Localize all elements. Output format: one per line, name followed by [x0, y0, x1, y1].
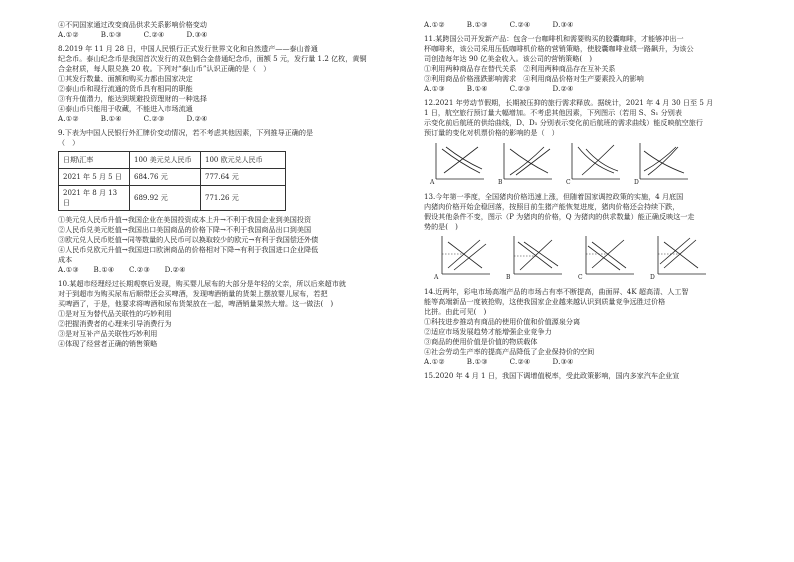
table-header-cell: 100 欧元兑人民币	[201, 152, 286, 169]
table-header-cell: 日期\汇率	[59, 152, 130, 169]
q13-stem-4: 势的是( )	[424, 222, 458, 231]
q7-option-4: ④不同国家通过改变商品供求关系影响价格变动	[58, 20, 207, 29]
q14-choices: A.①② B.①③ C.②④ D.③④	[424, 357, 574, 366]
q8-stem-3: 合金材质，每人限兑换 20 枚。下列对“泰山币”认识正确的是（ ）	[58, 64, 271, 73]
table-header-row	[59, 152, 286, 169]
q9-option-4-cont: 成本	[58, 255, 73, 264]
q13-stem-1: 13.今年第一季度，全国猪肉价格迅速上涨，但随着国家调控政策的实施，4 月底国	[424, 192, 684, 201]
q8-stem-1: 8.2019 年 11 月 28 日，中国人民银行正式发行世界文化和自然遗产——泰山普通	[58, 44, 318, 53]
q13-charts	[434, 234, 742, 284]
q9-option-1: ①美元兑人民币升值→我国企业在美国投资成本上升→不利于我国企业到美国投资	[58, 215, 312, 224]
q8-choices: A.①② B.①④ C.②③ D.②④	[58, 114, 208, 123]
chart-label: D	[650, 274, 655, 281]
q12-stem-4: 预订量的变化对机票价格的影响的是（ ）	[424, 128, 559, 137]
q9-option-2: ②人民币兑美元贬值→我国出口美国商品的价格下降→不利于我国商品出口到美国	[58, 225, 312, 234]
q10-stem-3: 买啤酒了，于是，他要求将啤酒和尿布货架放在一起，啤酒销量果然大增。这一做法( )	[58, 299, 334, 308]
q12-chart-c	[566, 141, 622, 187]
chart-label: C	[578, 274, 583, 281]
q14-option-2: ②适应市场发展趋势才能增强企业竞争力	[424, 327, 552, 336]
q12-stem-3: 示变化前后航班的供给曲线，D、D₁ 分别表示变化前后航班的需求曲线）能反映航空旅行	[424, 118, 703, 127]
q11-stem-3: 司创造每年达 90 亿美金收入。该公司的营销策略( )	[424, 54, 593, 63]
q13-stem-2: 内猪肉价格开始企稳回落，按照目前生猪产能恢复进度，猪肉价格还会持续下跌，	[424, 202, 680, 211]
q13-chart-b	[506, 234, 564, 282]
chart-label: C	[566, 179, 571, 186]
q12-stem-1: 12.2021 年劳动节假期，长期被压抑的旅行需求释放。据统计，2021 年 4 月 30 日至 5 月	[424, 98, 714, 107]
q12-chart-d	[634, 141, 690, 187]
q14-option-4: ④社会劳动生产率的提高产品降低了企业保持价的空间	[424, 347, 595, 356]
q10-option-3: ③是对互补产品关联性巧妙利用	[58, 329, 158, 338]
supply-demand-graph	[634, 141, 690, 187]
q10-choices: A.①② B.①③ C.②④ D.③④	[424, 20, 574, 29]
q14-stem-2: 能等高端新品一度被抢购，这使我国家企业越来越认识到质量竞争远胜过价格	[424, 297, 666, 306]
chart-label: B	[506, 274, 511, 281]
exchange-rate-table	[58, 151, 286, 211]
q11-options-12: ①利用两种商品存在替代关系 ②利用两种商品存在互补关系	[424, 64, 616, 73]
q9-option-3: ③欧元兑人民币贬值→同等数量的人民币可以换取较少的欧元→有利于我国偿还外债	[58, 235, 319, 244]
chart-label: D	[634, 179, 639, 186]
q8-option-4: ④泰山币只能用于收藏，不能进入市场流通	[58, 104, 193, 113]
q11-stem-2: 杯咖啡来，该公司采用压低咖啡机价格的营销策略，使胶囊咖啡业绩一路飙升，为该公	[424, 44, 694, 53]
q13-stem-3: 假设其他条件不变，图示（P 为猪肉的价格，Q 为猪肉的供求数量）能正确反映这一走	[424, 212, 695, 221]
q8-option-2: ②泰山币和现行流通的货币具有相同的职能	[58, 84, 193, 93]
pork-price-graph	[650, 234, 708, 282]
pork-price-graph	[506, 234, 564, 282]
table-row	[59, 169, 286, 186]
q8-option-3: ③有升值潜力，能达到规避投资理财的一种选择	[58, 94, 207, 103]
right-column	[424, 20, 742, 381]
q12-stem-2: 1 日，航空旅行预订量大幅增加。不考虑其他因素，下列图示（若用 S、S₁ 分别表	[424, 108, 682, 117]
q13-chart-a	[434, 234, 492, 282]
supply-demand-graph	[498, 141, 554, 187]
chart-label: B	[498, 179, 503, 186]
q12-chart-b	[498, 141, 554, 187]
q11-stem-1: 11.某跨国公司开发新产品：包含一台咖啡机和需要购买的胶囊咖啡，才能够冲出一	[424, 34, 684, 43]
table-cell: 777.64 元	[201, 169, 286, 186]
chart-label: A	[434, 274, 439, 281]
q9-stem-1: 9.下表为中国人民银行外汇牌价变动情况，若不考虑其他因素，下列推导正确的是	[58, 128, 314, 137]
q9-stem-2: （ ）	[58, 138, 80, 147]
q10-option-1: ①是对互为替代品关联性的巧妙利用	[58, 309, 172, 318]
table-cell: 2021 年 5 月 5 日	[59, 169, 130, 186]
table-cell: 684.76 元	[130, 169, 201, 186]
table-cell: 2021 年 8 月 13 日	[59, 186, 130, 211]
table-row	[59, 186, 286, 211]
q12-chart-a	[430, 141, 486, 187]
supply-demand-graph	[430, 141, 486, 187]
supply-demand-graph	[566, 141, 622, 187]
pork-price-graph	[434, 234, 492, 282]
q13-chart-c	[578, 234, 636, 282]
table-header-cell: 100 美元兑人民币	[130, 152, 201, 169]
q15-stem-1: 15.2020 年 4 月 1 日，我国下调增值税率，受此政策影响，国内多家汽车企业宣	[424, 371, 680, 380]
chart-label: A	[430, 179, 435, 186]
table-cell: 771.26 元	[201, 186, 286, 211]
q8-option-1: ①其发行数量、面额和购买力都由国家决定	[58, 74, 193, 83]
q11-choices: A.①③ B.①④ C.②③ D.②④	[424, 84, 574, 93]
q14-option-1: ①科技进步推动有商品的使用价值和价值源泉分离	[424, 317, 581, 326]
q9-choices: A.①③ B.①④ C.②③ D.②④	[58, 265, 186, 274]
q13-chart-d	[650, 234, 708, 282]
q10-option-2: ②把握消费者的心理来引导消费行为	[58, 319, 172, 328]
table-cell: 689.92 元	[130, 186, 201, 211]
left-column	[58, 20, 388, 349]
q9-option-4: ④人民币兑欧元升值→我国进口欧洲商品的价格相对下降→有利于我国进口企业降低	[58, 245, 319, 254]
q10-stem-2: 对于到超市为购买尿布后顺带还会买啤酒，发现啤酒销量的货架上摆放婴儿尿布，若把	[58, 289, 328, 298]
q8-stem-2: 纪念币。泰山纪念币是我国首次发行的双色铜合金普通纪念币，面额 5 元，发行量 1.2 亿枚，黄铜	[58, 54, 367, 63]
q12-charts	[430, 141, 742, 189]
q11-options-34: ③利用商品价格涨跌影响需求 ④利用商品价格对生产要素投入的影响	[424, 74, 644, 83]
q14-stem-3: 比拼。由此可见( )	[424, 307, 487, 316]
q10-stem-1: 10.某超市经理经过长期观察后发现，购买婴儿尿布的大部分是年轻的父亲，所以后来超市就	[58, 279, 346, 288]
q7-choices: A.①② B.①③ C.②④ D.③④	[58, 30, 208, 39]
pork-price-graph	[578, 234, 636, 282]
q14-stem-1: 14.近两年，彩电市场高端产品的市场占有率不断提高，曲面屏、4K 超高清、人工智	[424, 287, 689, 296]
q14-option-3: ③商品的使用价值是价值的物质载体	[424, 337, 538, 346]
q10-option-4: ④体现了经营者正确的销售策略	[58, 339, 158, 348]
